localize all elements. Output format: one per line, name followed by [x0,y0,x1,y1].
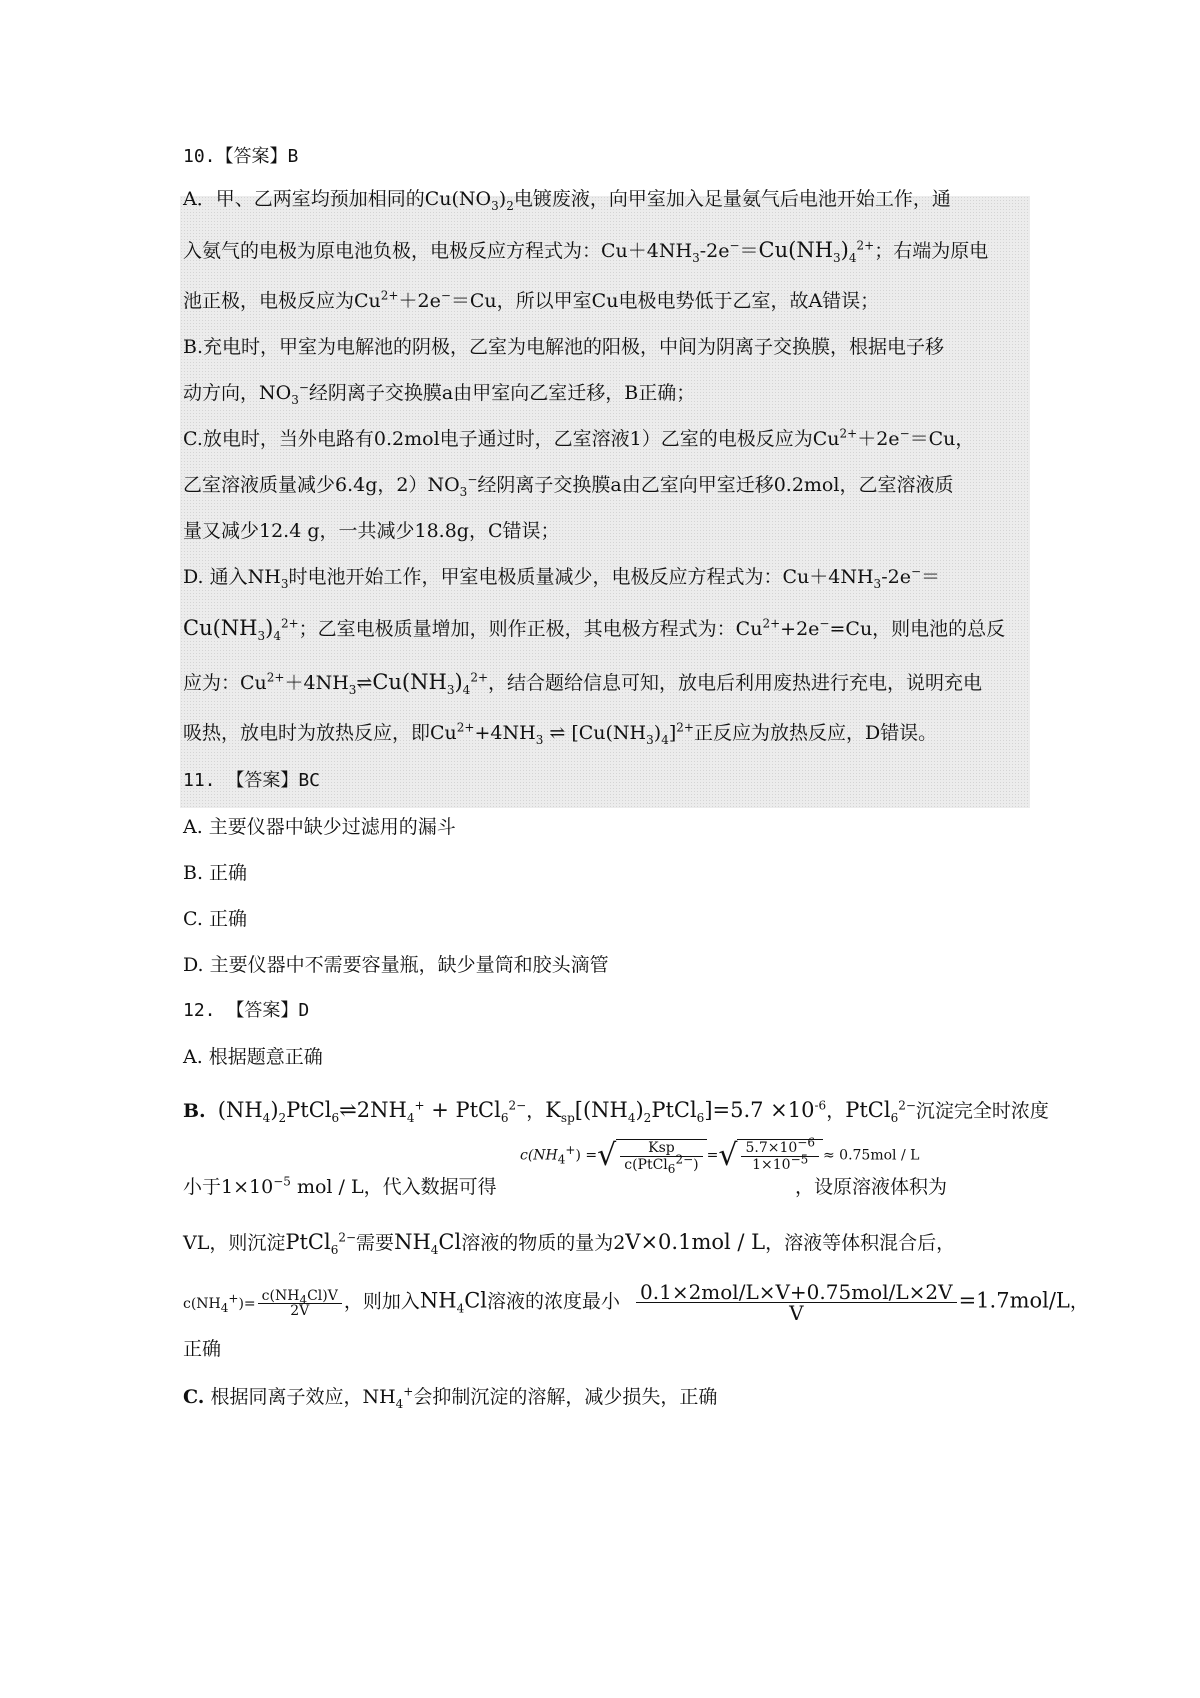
q10-a-line2: 入氨气的电极为原电池负极，电极反应方程式为：$Cu+4NH_3-2e^-=Cu(NH_3)_4^{2+}$；右端为原电 [183,238,989,265]
q12-option-a: A. 根据题意正确 [183,1046,323,1068]
q10-heading: 10.【答案】B [183,146,299,167]
q10-c-line3: 量又减少12.4 g，一共减少18.8g，C错误； [183,520,560,542]
q10-a-line3: 池正极，电极反应为$Cu^{2+}+2e^-=Cu$，所以甲室Cu电极电势低于乙室，故A错误； [183,288,880,312]
q11-option-c: C. 正确 [183,908,247,930]
q12-b-line2-tail: ，设原溶液体积为 [795,1176,948,1198]
q10-c-line2: 乙室溶液质量减少6.4g，$2)NO_3^-$经阴离子交换膜a由乙室向甲室迁移0.2mol，乙室溶液质 [183,472,954,499]
q12-b-line1: B. $(NH_4)_2PtCl_6\rightleftharpoons 2NH_4^+$ + PtCl$_6^{2-}$，$K_{sp}[(NH_4)_2PtCl_6]=5.7 \times 10^{-6}$，PtCl$_6^{2-}$沉淀完全时浓度 [183,1098,1049,1125]
q10-b-line2: 动方向，$NO_3^-$经阴离子交换膜a由甲室向乙室迁移，B正确； [183,380,696,407]
q12-c-line: C. 根据同离子效应，$NH_4^+$会抑制沉淀的溶解，减少损失，正确 [183,1384,718,1411]
q12-b-line5: 正确 [183,1338,222,1360]
q10-d-line4: 吸热，放电时为放热反应，即$Cu^{2+}+4NH_3$ ⇌ $[Cu(NH_3)_4]^{2+}$正反应为放热反应，D错误。 [183,720,938,747]
q11-option-b: B. 正确 [183,862,248,884]
concentration-formula: $c(NH_4^+)$ =√ $\frac{\text{Ksp}}{c(PtCl_6^{2-})}$ =√ $\frac{5.7\times 10^{-6}}{1\times 10^{-5}}$ ≈ 0.75mol / L [520,1134,920,1176]
highlight-block [180,196,1030,808]
q12-heading: 12. 【答案】D [183,1000,310,1021]
q10-d-line2: $Cu(NH_3)_4^{2+}$；乙室电极质量增加，则作正极，其电极方程式为：$Cu^{2+}+2e^-=Cu$，则电池的总反 [183,616,1006,643]
q12-b-line2: 小于$1\times 10^{-5}$ mol / L，代入数据可得 [183,1174,497,1198]
q10-d-line1: D. 通入$NH_3$时电池开始工作，甲室电极质量减少，电极反应方程式为：$Cu+4NH_3-2e^-=$ [183,564,941,591]
q10-b-line1: B.充电时，甲室为电解池的阴极，乙室为电解池的阳极，中间为阴离子交换膜，根据电子移 [183,336,945,358]
q10-c-line1: C.放电时，当外电路有0.2mol电子通过时，乙室溶液1）乙室的电极反应为$Cu^{2+}+2e^-=Cu$， [183,426,975,450]
q11-option-a: A. 主要仪器中缺少过滤用的漏斗 [183,816,456,838]
q10-d-line3: 应为：$Cu^{2+}+4NH_3\rightleftharpoons Cu(NH_3)_4^{2+}$，结合题给信息可知，放电后利用废热进行充电，说明充电 [183,670,983,697]
q11-option-d: D. 主要仪器中不需要容量瓶，缺少量筒和胶头滴管 [183,954,609,976]
q12-b-line3: VL，则沉淀PtCl$_6^{2-}$需要$NH_4Cl$溶液的物质的量为2V×0.1mol / L，溶液等体积混合后， [183,1230,956,1257]
q12-b-line4: $c(NH_4^+)=$ $\frac{c(NH_4Cl)V}{2V}$ ，则加入$NH_4Cl$溶液的浓度最小 $\frac{\text{0.1×2mol/L×V+0.75mol/L×2V}}{V}$ =1.7mol/L， [183,1280,1089,1325]
q10-a-line1: A．甲、乙两室均预加相同的$Cu(NO_3)_2$电镀废液，向甲室加入足量氨气后电池开始工作，通 [183,188,951,213]
q11-heading: 11. 【答案】BC [183,770,321,791]
